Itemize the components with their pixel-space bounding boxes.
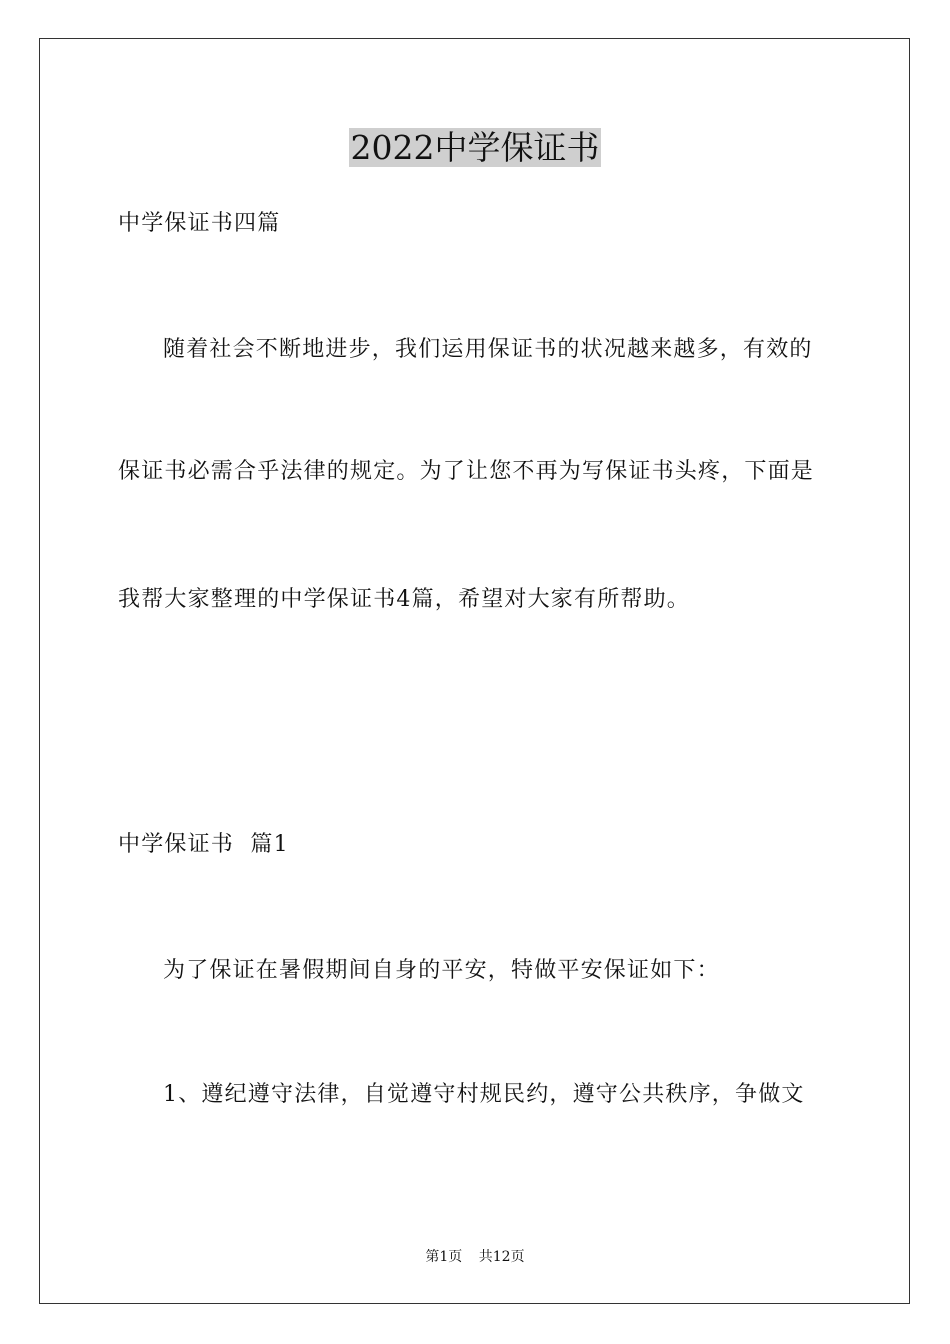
- page-number: 第1页: [425, 1249, 463, 1265]
- intro-line-1: 随着社会不断地进步，我们运用保证书的状况越来越多，有效的: [163, 337, 813, 362]
- body-line-1: 为了保证在暑假期间自身的平安，特做平安保证如下：: [163, 958, 720, 983]
- document-subtitle: 中学保证书四篇: [118, 211, 281, 236]
- page-footer: [0, 1248, 950, 1266]
- document-title-text: 2022中学保证书: [350, 128, 600, 167]
- page-total: 共12页: [478, 1249, 525, 1265]
- intro-line-3: 我帮大家整理的中学保证书4篇，希望对大家有所帮助。: [118, 587, 690, 612]
- body-line-2: 1、遵纪遵守法律，自觉遵守村规民约，遵守公共秩序，争做文: [163, 1082, 805, 1107]
- section-heading: 中学保证书 篇1: [118, 832, 289, 857]
- document-title: [0, 128, 950, 168]
- intro-line-2: 保证书必需合乎法律的规定。为了让您不再为写保证书头疼，下面是: [118, 459, 815, 484]
